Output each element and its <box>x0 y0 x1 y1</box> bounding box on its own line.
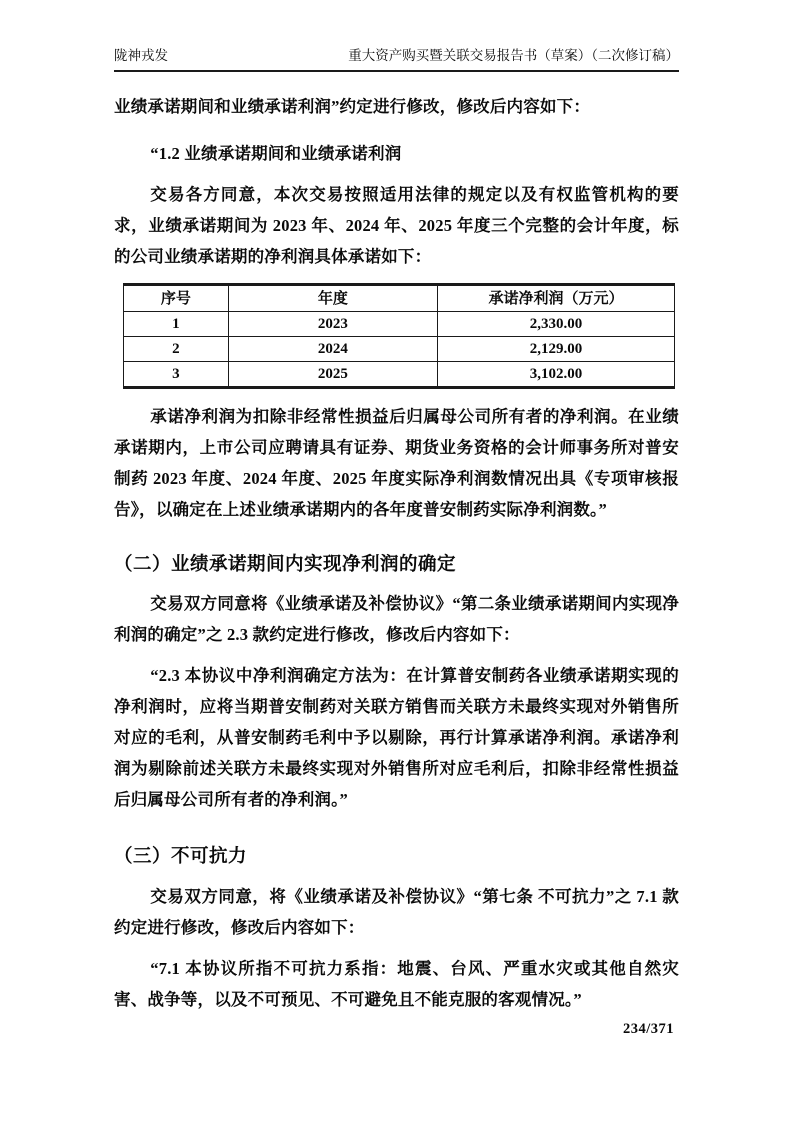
cell-profit: 2,129.00 <box>438 337 675 362</box>
paragraph-net-profit-definition: 承诺净利润为扣除非经常性损益后归属母公司所有者的净利润。在业绩承诺期内，上市公司应聘请具有证券、期货业务资格的会计师事务所对普安制药 2023 年度、2024 年度、2025 年度实际净利润数情况出具《专项审核报告》，以确定在上述业绩承诺期内的各年度普安制药实际净利润数。” <box>114 407 679 519</box>
cell-seq: 2 <box>124 337 229 362</box>
clause-heading-1-2: “1.2 业绩承诺期间和业绩承诺利润 <box>150 144 402 163</box>
paragraph-agreement: 交易各方同意，本次交易按照适用法律的规定以及有权监管机构的要求，业绩承诺期间为 2023 年、2024 年、2025 年度三个完整的会计年度，标的公司业绩承诺期的净利润具体承诺如下： <box>114 185 679 266</box>
cell-year: 2025 <box>228 362 437 388</box>
header-report-title: 重大资产购买暨关联交易报告书（草案）（二次修订稿） <box>348 48 679 63</box>
table-header-row <box>124 285 675 312</box>
table-header-seq: 序号 <box>124 285 229 312</box>
table-row <box>124 312 675 337</box>
page-header <box>114 47 679 72</box>
table-row <box>124 362 675 388</box>
paragraph-clause-7-1: “7.1 本协议所指不可抗力系指：地震、台风、严重水灾或其他自然灾害、战争等，以及不可预见、不可避免且不能克服的客观情况。” <box>114 959 679 1009</box>
table-row <box>124 337 675 362</box>
paragraph-section2-intro: 交易双方同意将《业绩承诺及补偿协议》“第二条业绩承诺期间内实现净利润的确定”之 2.3 款约定进行修改，修改后内容如下： <box>114 594 679 644</box>
cell-profit: 2,330.00 <box>438 312 675 337</box>
section-heading-2: （二）业绩承诺期间内实现净利润的确定 <box>114 555 457 575</box>
section-heading-3: （三）不可抗力 <box>114 847 248 867</box>
cell-seq: 1 <box>124 312 229 337</box>
header-company-name: 陇神戎发 <box>114 48 168 63</box>
paragraph-continuation: 业绩承诺期间和业绩承诺利润”约定进行修改，修改后内容如下： <box>114 97 591 116</box>
table-header-profit: 承诺净利润（万元） <box>438 285 675 312</box>
cell-profit: 3,102.00 <box>438 362 675 388</box>
cell-year: 2024 <box>228 337 437 362</box>
table-header-year: 年度 <box>228 285 437 312</box>
cell-seq: 3 <box>124 362 229 388</box>
cell-year: 2023 <box>228 312 437 337</box>
paragraph-section3-intro: 交易双方同意，将《业绩承诺及补偿协议》“第七条 不可抗力”之 7.1 款约定进行修改，修改后内容如下： <box>114 887 679 937</box>
paragraph-clause-2-3: “2.3 本协议中净利润确定方法为：在计算普安制药各业绩承诺期实现的净利润时，应将当期普安制药对关联方销售而关联方未最终实现对外销售所对应的毛利，从普安制药毛利中予以剔除，再行计算承诺净利润。承诺净利润为剔除前述关联方未最终实现对外销售所对应毛利后，扣除非经常性损益后归属母公司所有者的净利润。” <box>114 666 679 809</box>
page-number: 234/371 <box>622 1021 674 1037</box>
promised-net-profit-table <box>123 283 675 389</box>
